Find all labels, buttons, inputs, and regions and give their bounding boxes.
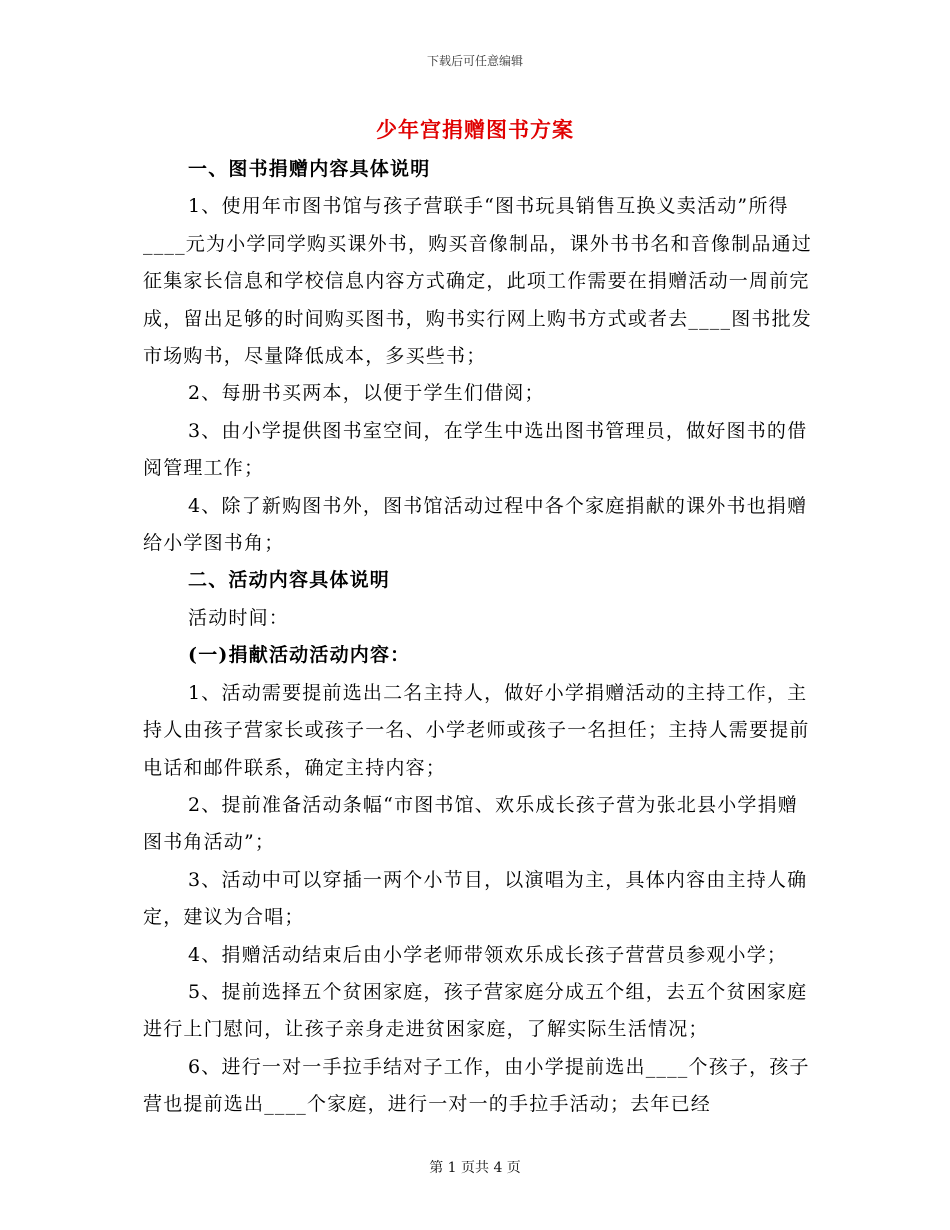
section-heading-2: 二、活动内容具体说明: [188, 569, 391, 592]
section2-item-5: 5、提前选择五个贫困家庭，孩子营家庭分成五个组，去五个贫困家庭进行上门慰问，让孩子亲身走进贫困家庭，了解实际生活情况；: [143, 980, 808, 1041]
section1-item-1: 1、使用年市图书馆与孩子营联手“图书玩具销售互换义卖活动”所得____元为小学同学购买课外书，购买音像制品，课外书书名和音像制品通过征集家长信息和学校信息内容方式确定，此项工作需要在捐赠活动一周前完成，留出足够的时间购买图书，购书实行网上购书方式或者去____图书批发市场购书，尽量降低成本，多买些书；: [143, 195, 813, 368]
section1-item-4: 4、除了新购图书外，图书馆活动过程中各个家庭捐献的课外书也捐赠给小学图书角；: [143, 494, 808, 555]
section1-item-2: 2、每册书买两本，以便于学生们借阅；: [188, 382, 545, 405]
activity-time-label: 活动时间：: [188, 606, 290, 629]
section-heading-1: 一、图书捐赠内容具体说明: [188, 158, 431, 180]
document-title: 少年宫捐赠图书方案: [376, 117, 574, 142]
section2-item-2: 2、提前准备活动条幅“市图书馆、欢乐成长孩子营为张北县小学捐赠图书角活动”；: [143, 793, 799, 854]
document-body: [143, 151, 813, 1124]
section2-item-1: 1、活动需要提前选出二名主持人，做好小学捐赠活动的主持工作，主持人由孩子营家长或孩子一名、小学老师或孩子一名担任；主持人需要提前电话和邮件联系，确定主持内容；: [143, 681, 810, 779]
header-note: 下载后可任意编辑: [426, 54, 523, 68]
section2-item-4: 4、捐赠活动结束后由小学老师带领欢乐成长孩子营营员参观小学；: [188, 943, 788, 966]
section2-item-6: 6、进行一对一手拉手结对子工作，由小学提前选出____个孩子，孩子营也提前选出____个家庭，进行一对一的手拉手活动；去年已经: [143, 1055, 810, 1116]
section2-item-3: 3、活动中可以穿插一两个小节目，以演唱为主，具体内容由主持人确定，建议为合唱；: [143, 868, 808, 929]
page-number: 第 1 页共 4 页: [429, 1160, 521, 1176]
section1-item-3: 3、由小学提供图书室空间，在学生中选出图书管理员，做好图书的借阅管理工作；: [143, 419, 808, 480]
subsection-heading: (一)捐献活动活动内容：: [188, 644, 411, 667]
